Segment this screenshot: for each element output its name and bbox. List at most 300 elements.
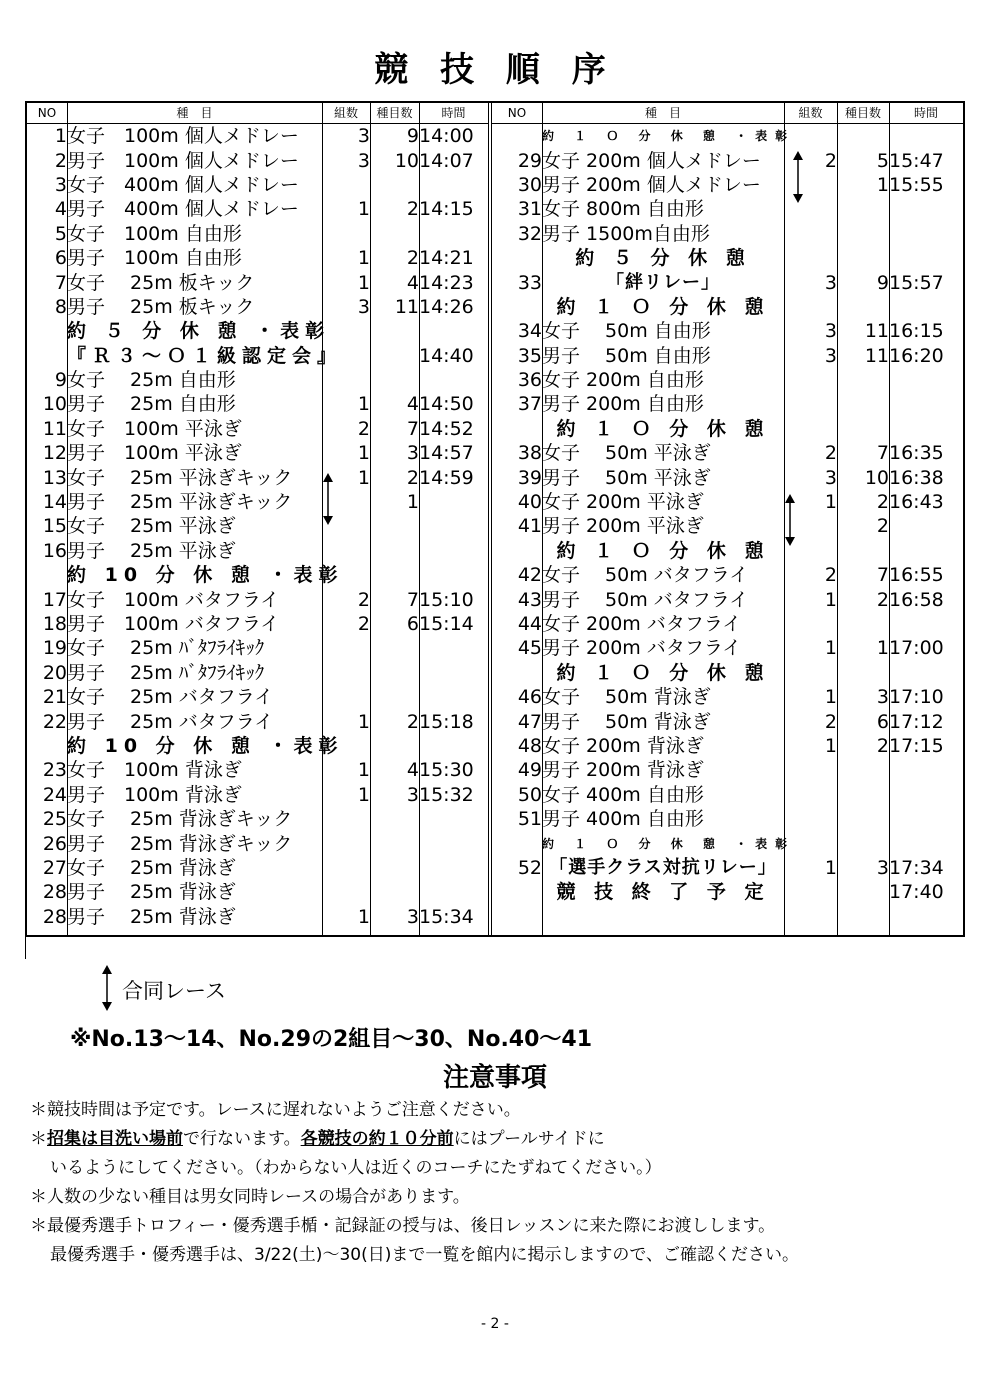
event-count: 4 [406, 759, 419, 782]
start-time: 16:55 [889, 564, 944, 587]
heat-count [784, 392, 837, 416]
event-row [492, 807, 963, 831]
heat-count [322, 539, 370, 563]
event-name: 男子 25m 平泳ぎキック [67, 491, 293, 514]
event-row [27, 831, 488, 855]
start-time [419, 563, 488, 587]
heat-count: 1 [357, 759, 370, 782]
start-time: 16:15 [889, 320, 944, 343]
start-time [889, 124, 963, 149]
event-count [370, 222, 419, 246]
header-event: 種 目 [67, 103, 322, 124]
start-time: 14:23 [419, 271, 474, 294]
event-row [492, 368, 963, 392]
break-label: 約 １ Ｏ 分 休 憩 [556, 661, 770, 684]
header-row [492, 103, 963, 124]
event-number: 28 [42, 905, 67, 928]
break-label: 約 10 分 休 憩 ・表彰 [67, 564, 344, 587]
heat-count: 1 [357, 271, 370, 294]
event-count [370, 831, 419, 855]
heat-count [784, 612, 837, 636]
note-emphasis: 招集は目洗い場前 [47, 1129, 183, 1149]
event-name: 女子 200m 自由形 [542, 369, 704, 392]
event-number: 33 [517, 271, 542, 294]
note-item: ＊最優秀選手トロフィー・優秀選手楯・記録証の授与は、後日レッスンに来た際にお渡しします。 [30, 1216, 776, 1236]
heat-count [784, 758, 837, 782]
empty-cell [784, 295, 837, 319]
start-time: 14:21 [419, 247, 474, 270]
event-row [27, 636, 488, 660]
event-number: 46 [517, 686, 542, 709]
start-time [419, 222, 488, 246]
relay-name: 「選手クラス対抗リレー」 [549, 856, 777, 878]
event-row [27, 661, 488, 685]
start-time: 17:00 [889, 637, 944, 660]
start-time: 17:40 [889, 881, 944, 904]
schedule-left [27, 103, 488, 929]
schedule-right [492, 103, 963, 905]
event-number: 45 [517, 637, 542, 660]
start-time [889, 661, 963, 685]
header-event: 種 目 [542, 103, 784, 124]
start-time: 16:58 [889, 588, 944, 611]
empty-cell [784, 661, 837, 685]
event-count [370, 539, 419, 563]
event-row [492, 173, 963, 197]
start-time: 14:15 [419, 198, 474, 221]
event-name: 女子 25m ﾊﾞﾀﾌﾗｲｷｯｸ [67, 637, 265, 660]
start-time [889, 783, 963, 807]
event-number: 15 [42, 515, 67, 538]
event-count: 7 [406, 588, 419, 611]
event-count: 3 [406, 905, 419, 928]
heat-count: 3 [357, 295, 370, 318]
start-time: 15:10 [419, 588, 474, 611]
combined-race-arrow-icon [100, 965, 114, 1016]
event-count: 2 [406, 710, 419, 733]
event-count [837, 392, 889, 416]
break-label: 競 技 終 了 予 定 [556, 881, 770, 904]
start-time: 16:35 [889, 442, 944, 465]
start-time [419, 539, 488, 563]
empty-cell [492, 295, 542, 319]
event-name: 女子 50m 自由形 [542, 320, 711, 343]
start-time: 15:14 [419, 613, 474, 635]
event-name: 女子 50m 平泳ぎ [542, 442, 711, 465]
event-row [492, 758, 963, 782]
heat-count [322, 856, 370, 880]
event-row [27, 880, 488, 904]
event-name: 男子 400m 個人メドレー [67, 198, 299, 221]
event-name: 男子 100m 個人メドレー [67, 149, 299, 172]
heat-count: 3 [357, 149, 370, 172]
start-time [889, 758, 963, 782]
break-row [27, 319, 488, 343]
combined-race-arrow-icon [783, 494, 797, 546]
empty-cell [837, 295, 889, 319]
empty-cell [370, 563, 419, 587]
start-time [419, 807, 488, 831]
event-number: 28 [42, 881, 67, 904]
event-row [27, 539, 488, 563]
header-time: 時間 [419, 103, 488, 124]
event-row [27, 124, 488, 149]
event-row [27, 368, 488, 392]
event-row [27, 173, 488, 197]
empty-cell [784, 246, 837, 270]
event-number: 49 [517, 759, 542, 782]
break-label: 『Ｒ３～Ｏ１級認定会』 [67, 344, 343, 367]
start-time [419, 490, 488, 514]
event-row [492, 148, 963, 172]
empty-cell [837, 539, 889, 563]
event-count: 11 [864, 344, 889, 367]
header-heats: 組数 [784, 103, 837, 124]
event-number: 10 [42, 393, 67, 416]
event-count [837, 612, 889, 636]
event-name: 男子 200m 自由形 [542, 393, 704, 416]
event-count [370, 661, 419, 685]
event-count [837, 368, 889, 392]
start-time [889, 246, 963, 270]
event-count: 1 [876, 173, 889, 196]
header-time: 時間 [889, 103, 963, 124]
event-name: 男子 200m 個人メドレー [542, 173, 761, 196]
heat-count [322, 368, 370, 392]
event-count: 3 [876, 686, 889, 709]
header-no: NO [27, 103, 67, 124]
heat-count: 1 [357, 198, 370, 221]
event-number: 5 [54, 222, 67, 245]
event-row [27, 685, 488, 709]
empty-cell [492, 417, 542, 441]
empty-cell [492, 880, 542, 904]
event-name: 女子 25m バタフライ [67, 686, 274, 709]
page-title: 競 技 順 序 [374, 50, 616, 90]
start-time [419, 368, 488, 392]
event-number: 40 [517, 491, 542, 514]
start-time [419, 856, 488, 880]
event-number: 47 [517, 710, 542, 733]
empty-cell [837, 880, 889, 904]
start-time: 14:59 [419, 466, 474, 489]
event-count: 2 [876, 491, 889, 514]
legend-label: 合同レース [122, 979, 226, 1003]
event-name: 女子 25m 自由形 [67, 369, 236, 392]
event-row [492, 734, 963, 758]
heat-count: 2 [824, 710, 837, 733]
event-name: 女子 25m 背泳ぎ [67, 856, 236, 879]
schedule-table [25, 101, 965, 937]
event-row [492, 563, 963, 587]
break-row [492, 539, 963, 563]
start-time [889, 539, 963, 563]
event-name: 女子 400m 個人メドレー [67, 173, 299, 196]
event-row [27, 148, 488, 172]
event-number: 13 [42, 466, 67, 489]
start-time [889, 222, 963, 246]
heat-count [322, 831, 370, 855]
event-number: 20 [42, 661, 67, 684]
empty-cell [784, 880, 837, 904]
notes [30, 1096, 960, 1270]
event-count [370, 685, 419, 709]
break-label: 約 １ Ｏ 分 休 憩 [556, 539, 770, 562]
event-row [27, 392, 488, 416]
header-events: 種目数 [837, 103, 889, 124]
empty-cell [370, 344, 419, 368]
event-count: 7 [406, 417, 419, 440]
event-number: 50 [517, 783, 542, 806]
event-number: 11 [42, 417, 67, 440]
event-count: 5 [876, 149, 889, 172]
event-name: 女子 25m 背泳ぎキック [67, 808, 293, 831]
heat-count: 1 [357, 442, 370, 465]
header-no: NO [492, 103, 542, 124]
event-count: 4 [406, 393, 419, 416]
event-row [492, 465, 963, 489]
event-number: 44 [517, 613, 542, 635]
note-item: 最優秀選手・優秀選手は、3/22(土)～30(日)まで一覧を館内に掲示しますので、ご確認ください。 [50, 1245, 799, 1265]
event-name: 女子 100m バタフライ [67, 588, 280, 611]
event-row [27, 587, 488, 611]
page-number: - 2 - [481, 1316, 509, 1332]
event-name: 男子 200m バタフライ [542, 637, 742, 660]
event-count: 9 [406, 125, 419, 148]
event-name: 男子 25m 背泳ぎ [67, 881, 236, 904]
event-number: 31 [517, 198, 542, 221]
event-row [27, 514, 488, 538]
event-row [492, 636, 963, 660]
heat-count: 1 [357, 905, 370, 928]
event-row [27, 856, 488, 880]
event-name: 女子 200m 平泳ぎ [542, 491, 704, 514]
event-row [27, 758, 488, 782]
start-time [889, 514, 963, 538]
start-time: 17:12 [889, 710, 944, 733]
event-count: 7 [876, 442, 889, 465]
event-name: 女子 50m 背泳ぎ [542, 686, 711, 709]
event-row [27, 197, 488, 221]
break-label: 約 ５ 分 休 憩 ・表彰 [67, 320, 331, 343]
event-count [370, 880, 419, 904]
event-count [370, 514, 419, 538]
empty-cell [784, 417, 837, 441]
event-row [492, 197, 963, 221]
event-number: 38 [517, 442, 542, 465]
break-row [27, 734, 488, 758]
start-time: 16:20 [889, 344, 944, 367]
event-number: 41 [517, 515, 542, 538]
start-time [889, 807, 963, 831]
event-number: 48 [517, 734, 542, 757]
event-name: 男子 25m 平泳ぎ [67, 539, 236, 562]
event-count: 6 [406, 613, 419, 635]
header-heats: 組数 [322, 103, 370, 124]
event-name: 男子 50m 背泳ぎ [542, 710, 711, 733]
event-number: 8 [54, 295, 67, 318]
combined-race-arrow-icon [791, 151, 805, 203]
break-row [492, 246, 963, 270]
empty-cell [837, 831, 889, 855]
break-label: 約 １ Ｏ 分 休 憩 ・表彰 [542, 836, 796, 851]
event-row [492, 514, 963, 538]
event-row [27, 709, 488, 733]
event-row [27, 612, 488, 636]
event-number: 22 [42, 710, 67, 733]
break-row [27, 344, 488, 368]
heat-count: 2 [357, 588, 370, 611]
empty-cell [27, 344, 67, 368]
start-time: 15:32 [419, 783, 474, 806]
event-number: 32 [517, 222, 542, 245]
event-number: 18 [42, 613, 67, 635]
event-row [27, 490, 488, 514]
start-time: 14:07 [419, 149, 474, 172]
event-number: 9 [54, 369, 67, 392]
break-row [492, 295, 963, 319]
event-number: 52 [517, 856, 542, 879]
start-time [419, 636, 488, 660]
event-name: 女子 200m 背泳ぎ [542, 734, 704, 757]
start-time [889, 392, 963, 416]
event-count [837, 758, 889, 782]
empty-cell [492, 246, 542, 270]
empty-cell [27, 563, 67, 587]
header-row [27, 103, 488, 124]
event-name: 男子 200m 背泳ぎ [542, 759, 704, 782]
combined-race-arrow-icon [321, 473, 335, 525]
heat-count [322, 685, 370, 709]
event-name: 女子 100m 平泳ぎ [67, 417, 242, 440]
event-count: 7 [876, 564, 889, 587]
event-number: 39 [517, 466, 542, 489]
relay-row [492, 856, 963, 880]
event-row [27, 441, 488, 465]
event-count [837, 807, 889, 831]
event-number: 12 [42, 442, 67, 465]
event-count [837, 222, 889, 246]
empty-cell [837, 124, 889, 149]
start-time [419, 319, 488, 343]
event-name: 女子 200m 個人メドレー [542, 149, 761, 172]
event-count: 6 [876, 710, 889, 733]
event-name: 女子 100m 自由形 [67, 222, 242, 245]
event-number: 25 [42, 808, 67, 831]
empty-cell [492, 124, 542, 149]
start-time: 14:40 [419, 344, 474, 367]
notes-title: 注意事項 [442, 1063, 547, 1093]
start-time [419, 173, 488, 197]
heat-count: 1 [357, 247, 370, 270]
event-number: 35 [517, 344, 542, 367]
event-count [370, 856, 419, 880]
event-name: 女子 100m 個人メドレー [67, 125, 299, 148]
start-time [889, 612, 963, 636]
event-number: 24 [42, 783, 67, 806]
start-time [419, 514, 488, 538]
event-row [27, 783, 488, 807]
start-time [889, 295, 963, 319]
note-item: いるようにしてください。（わからない人は近くのコーチにたずねてください。） [50, 1158, 662, 1178]
start-time [889, 368, 963, 392]
heat-count: 1 [824, 856, 837, 879]
event-number: 29 [517, 149, 542, 172]
heat-count: 3 [824, 466, 837, 489]
start-time: 15:55 [889, 173, 944, 196]
start-time [889, 197, 963, 221]
event-row [492, 587, 963, 611]
event-count: 10 [864, 466, 889, 489]
note-item [30, 1125, 960, 1154]
event-number: 30 [517, 173, 542, 196]
heat-count: 1 [824, 734, 837, 757]
event-number: 26 [42, 832, 67, 855]
event-row [27, 270, 488, 294]
start-time: 14:00 [419, 125, 474, 148]
event-count: 2 [876, 588, 889, 611]
note-item: ＊競技時間は予定です。レースに遅れないようご注意ください。 [30, 1100, 521, 1120]
empty-cell [492, 661, 542, 685]
event-count [370, 368, 419, 392]
event-row [492, 222, 963, 246]
empty-cell [492, 831, 542, 855]
event-count: 9 [876, 271, 889, 294]
event-number: 27 [42, 856, 67, 879]
break-label: 約 １ Ｏ 分 休 憩 ・表彰 [542, 129, 796, 144]
event-number: 16 [42, 539, 67, 562]
heat-count: 2 [824, 442, 837, 465]
start-time: 15:34 [419, 905, 474, 928]
heat-count: 1 [824, 686, 837, 709]
margin-mark [25, 937, 26, 959]
event-count: 4 [406, 271, 419, 294]
event-name: 男子 25m 背泳ぎキック [67, 832, 293, 855]
event-name: 女子 25m 板キック [67, 271, 255, 294]
heat-count [322, 636, 370, 660]
start-time: 15:18 [419, 710, 474, 733]
break-row [492, 880, 963, 904]
event-count: 2 [876, 734, 889, 757]
event-number: 36 [517, 369, 542, 392]
event-row [492, 783, 963, 807]
heat-count: 1 [824, 491, 837, 514]
event-row [27, 465, 488, 489]
event-count: 10 [394, 149, 419, 172]
event-name: 男子 25m 背泳ぎ [67, 905, 236, 928]
start-time [889, 831, 963, 855]
start-time: 17:15 [889, 734, 944, 757]
event-number: 23 [42, 759, 67, 782]
heat-count: 2 [357, 417, 370, 440]
event-count: 3 [876, 856, 889, 879]
heat-count: 1 [824, 588, 837, 611]
relay-row [492, 270, 963, 294]
event-name: 男子 50m 自由形 [542, 344, 711, 367]
event-number: 19 [42, 637, 67, 660]
event-row [27, 417, 488, 441]
event-name: 男子 100m 背泳ぎ [67, 783, 242, 806]
event-count: 3 [406, 442, 419, 465]
start-time [419, 880, 488, 904]
event-count: 11 [864, 320, 889, 343]
event-name: 男子 25m バタフライ [67, 710, 274, 733]
break-label: 約 １ Ｏ 分 休 憩 [556, 295, 770, 318]
empty-cell [837, 417, 889, 441]
event-name: 男子 200m 平泳ぎ [542, 515, 704, 538]
break-row [492, 831, 963, 855]
heat-count [322, 173, 370, 197]
